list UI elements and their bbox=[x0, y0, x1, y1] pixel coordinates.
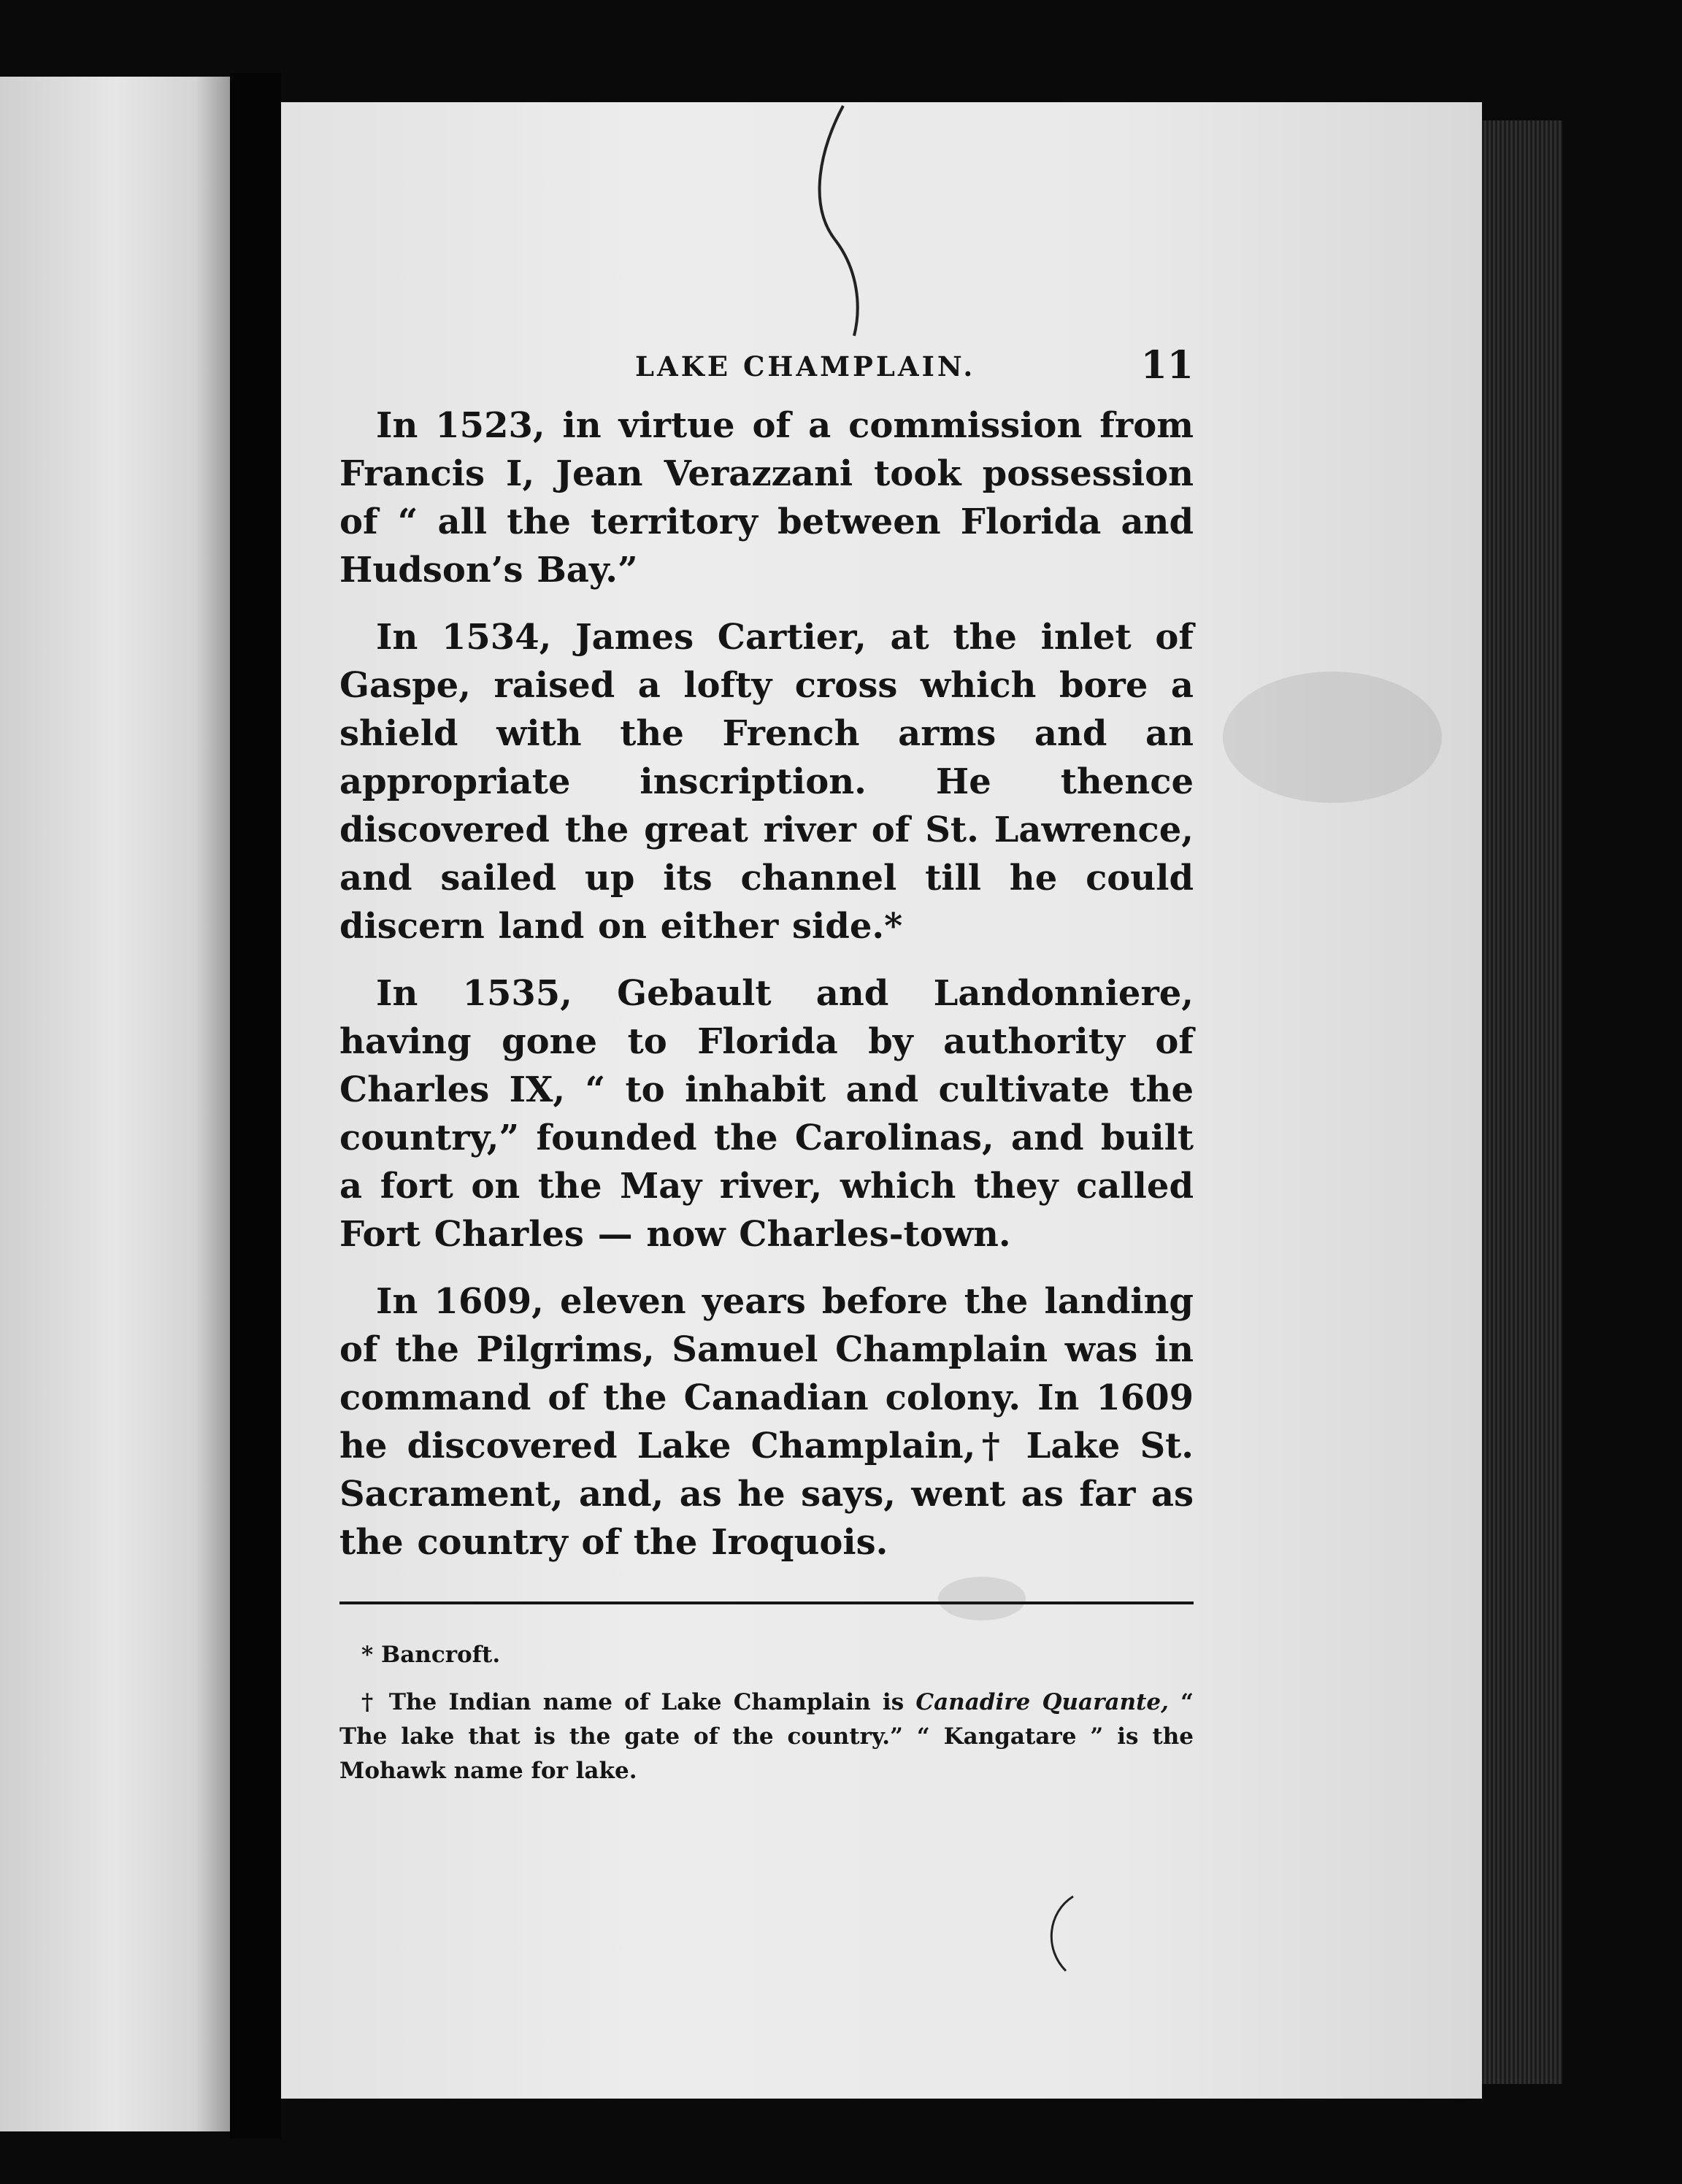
running-title: LAKE CHAMPLAIN. bbox=[635, 350, 976, 382]
pencil-mark-parenthesis bbox=[1033, 1891, 1091, 1978]
page-fore-edge bbox=[1482, 120, 1562, 2084]
footnote-text-start: † The Indian name of Lake Champlain is bbox=[361, 1689, 916, 1715]
book-gutter bbox=[230, 73, 281, 2139]
footnote-indian-name bbox=[339, 1685, 1194, 1788]
paragraph-1523: In 1523, in virtue of a commission from Francis I, Jean Verazzani took possession of “ all the territory between Florida and Hudson’s Bay.” bbox=[339, 405, 1194, 591]
footnote-bancroft: * Bancroft. bbox=[361, 1642, 501, 1668]
footnote-italic-name: Canadire Quarante, bbox=[915, 1689, 1169, 1715]
page-stain bbox=[1223, 672, 1442, 803]
running-head bbox=[339, 343, 1194, 401]
paragraph-1535: In 1535, Gebault and Landonniere, having gone to Florida by authority of Charles IX, “ to inhabit and cultivate the country,” founded the Carolinas, and built a fort on the May river, which they called Fort Charles — now Charles-town. bbox=[339, 973, 1194, 1255]
page-text-block bbox=[339, 343, 1194, 1802]
paragraph-1534: In 1534, James Cartier, at the inlet of Gaspe, raised a lofty cross which bore a shield with the French arms and an appropriate inscription. He thence discovered the great river of St. Lawrence, and sailed up its channel till he could discern land on either side.* bbox=[339, 617, 1194, 947]
pencil-mark-curve bbox=[770, 102, 894, 343]
paragraph-1609: In 1609, eleven years before the landing of the Pilgrims, Samuel Champlain was in command of the Canadian colony. In 1609 he discovered Lake Champlain,† Lake St. Sacrament, and, as he says, went as far as the country of the Iroquois. bbox=[339, 1281, 1194, 1563]
footnote-text-end: “ The lake that is the gate of the country.” “ Kangatare ” is the Mohawk name for lake. bbox=[339, 1689, 1194, 1784]
footnote-rule bbox=[339, 1602, 1194, 1604]
page-number: 11 bbox=[1140, 343, 1194, 388]
left-page-edge bbox=[0, 77, 230, 2131]
